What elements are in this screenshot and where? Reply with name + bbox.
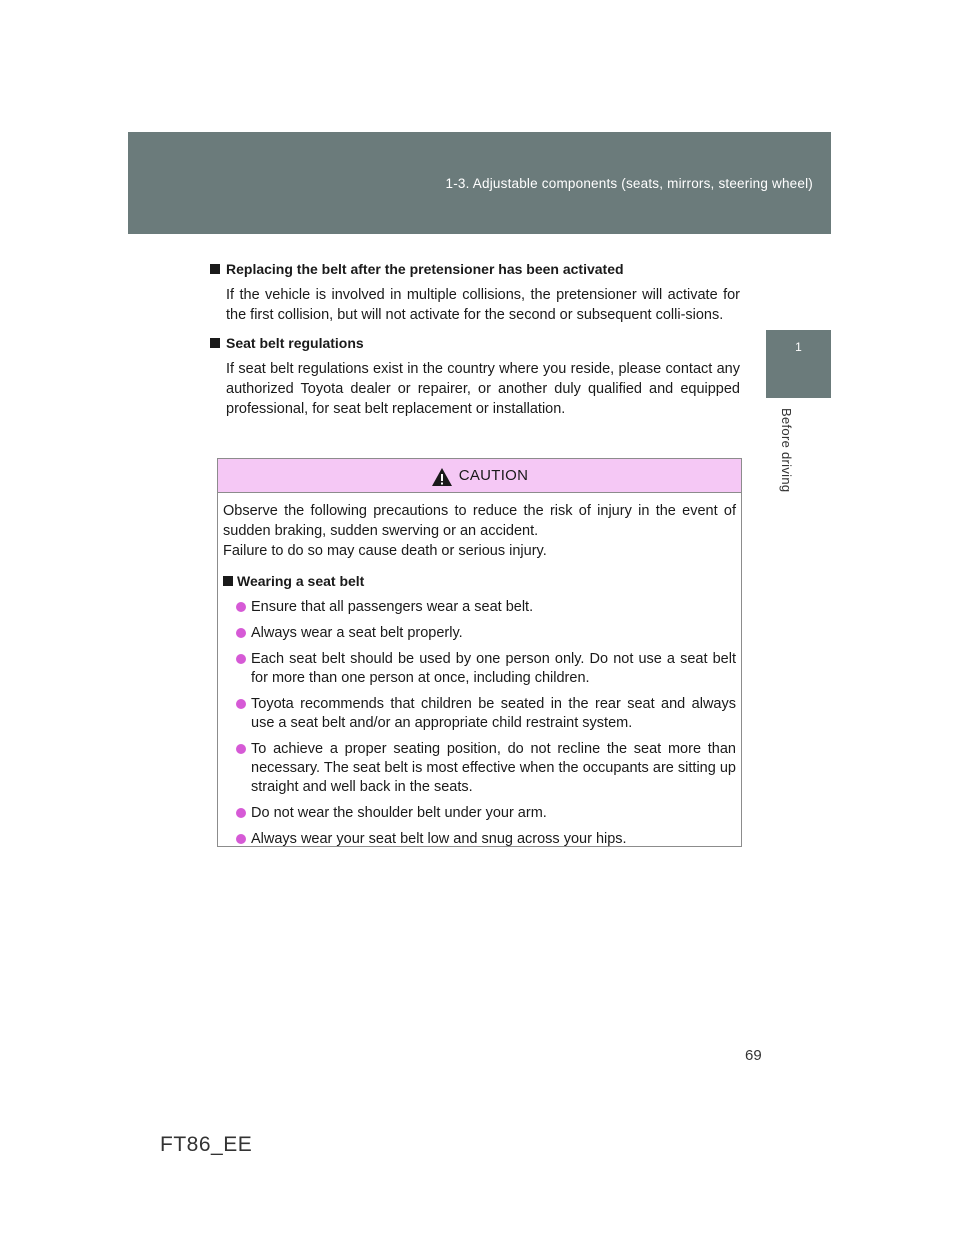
list-item [223, 624, 736, 643]
dot-bullet-icon [236, 744, 246, 754]
chapter-label: Before driving [779, 408, 794, 493]
header-band [128, 132, 831, 234]
caution-intro-line: Observe the following precautions to reduce the risk of injury in the event of sudden braking, sudden swerving or an accident. [223, 503, 736, 539]
caution-box [217, 458, 742, 847]
list-item-text: Each seat belt should be used by one person only. Do not use a seat belt for more than one person at once, including children. [251, 651, 736, 686]
caution-intro-line: Failure to do so may cause death or serious injury. [223, 543, 547, 559]
list-item-text: Do not wear the shoulder belt under your arm. [251, 805, 547, 821]
dot-bullet-icon [236, 699, 246, 709]
main-content [210, 258, 740, 419]
section-paragraph: If the vehicle is involved in multiple collisions, the pretensioner will activate for the first collision, but will not activate for the second or subsequent colli-sions. [226, 287, 740, 323]
warning-triangle-icon [431, 467, 453, 487]
page-number: 69 [745, 1047, 762, 1064]
list-item-text: Toyota recommends that children be seated in the rear seat and always use a seat belt and/or an appropriate child restraint system. [251, 696, 736, 731]
dot-bullet-icon [236, 628, 246, 638]
dot-bullet-icon [236, 602, 246, 612]
list-item-text: Always wear your seat belt low and snug across your hips. [251, 831, 627, 847]
list-item [223, 830, 736, 849]
document-code: FT86_EE [160, 1133, 253, 1156]
section-heading [210, 332, 740, 354]
caution-title: CAUTION [458, 467, 529, 484]
dot-bullet-icon [236, 834, 246, 844]
chapter-number: 1 [795, 340, 802, 354]
caution-intro [223, 501, 736, 561]
chapter-tab[interactable] [766, 330, 831, 398]
dot-bullet-icon [236, 808, 246, 818]
section-title: 1-3. Adjustable components (seats, mirrors, steering wheel) [445, 176, 813, 191]
square-bullet-icon [210, 338, 220, 348]
dot-bullet-icon [236, 654, 246, 664]
caution-subheading [223, 571, 736, 591]
square-bullet-icon [210, 264, 220, 274]
section-paragraph: If seat belt regulations exist in the country where you reside, please contact any authorized Toyota dealer or repairer, or another duly qualified and equipped professional, for seat belt replacement or installation. [226, 361, 740, 417]
list-item [223, 598, 736, 617]
list-item [223, 740, 736, 797]
section-heading-text: Replacing the belt after the pretensioner has been activated [226, 261, 624, 277]
list-item-text: To achieve a proper seating position, do not recline the seat more than necessary. The seat belt is most effective when the occupants are sitting up straight and well back in the seats. [251, 741, 736, 795]
caution-header [218, 459, 741, 493]
section-heading [210, 258, 740, 280]
caution-subheading-text: Wearing a seat belt [237, 573, 365, 589]
caution-body [218, 493, 741, 849]
list-item [223, 650, 736, 688]
list-item [223, 695, 736, 733]
section-heading-text: Seat belt regulations [226, 335, 364, 351]
list-item-text: Ensure that all passengers wear a seat belt. [251, 599, 534, 615]
list-item-text: Always wear a seat belt properly. [251, 625, 463, 641]
list-item [223, 804, 736, 823]
square-bullet-icon [223, 576, 233, 586]
